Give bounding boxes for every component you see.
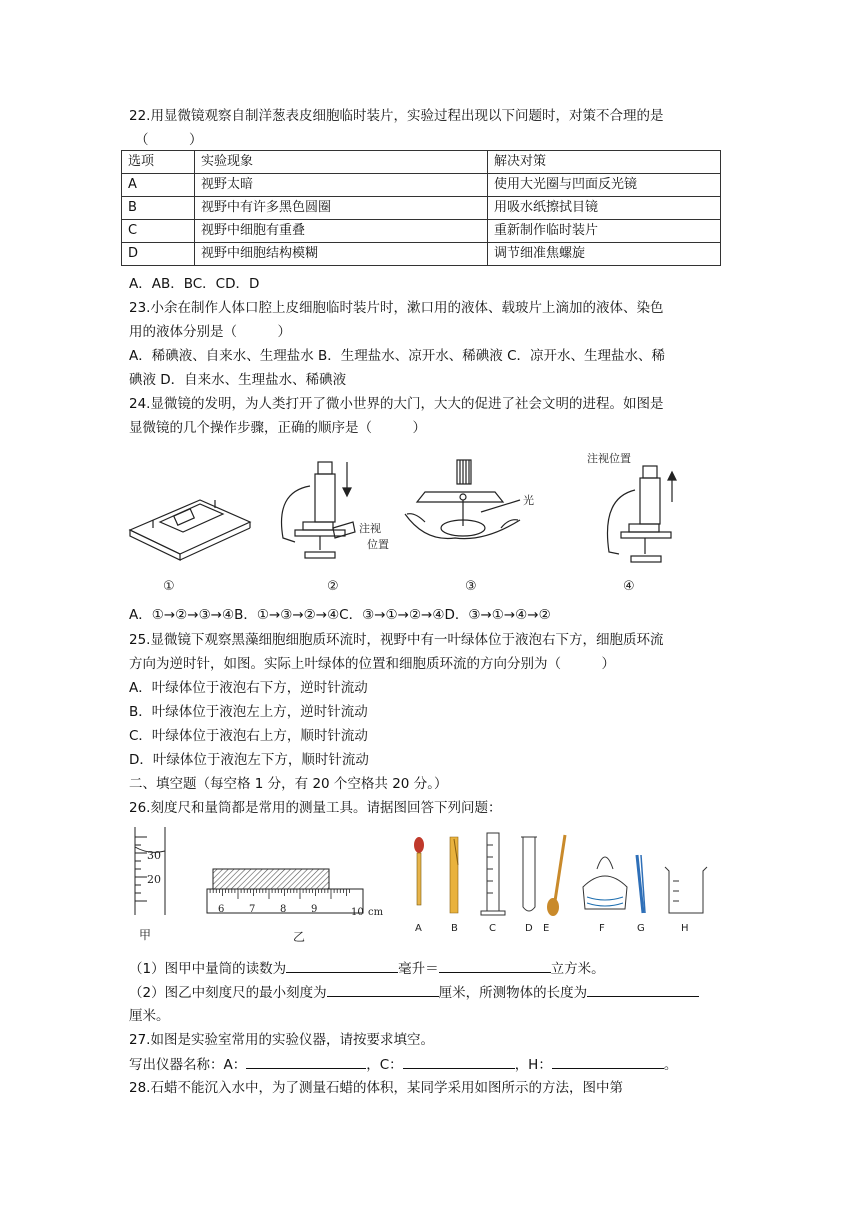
ruler-num-7: 7 <box>249 904 256 915</box>
table-header-cell: 选项 <box>122 151 195 174</box>
table-cell: A <box>122 174 195 197</box>
q25-option-a: A．叶绿体位于液泡右下方，逆时针流动 <box>129 680 368 696</box>
table-row <box>122 220 721 243</box>
inst-label-d: D <box>525 923 533 934</box>
figure-label-yi: 乙 <box>293 930 306 943</box>
q23-stem-cont: 用的液体分别是（ ） <box>129 324 291 340</box>
table-header-cell: 解决对策 <box>488 151 721 174</box>
q27-text-c: ，C： <box>366 1057 403 1073</box>
measuring-cylinder-icon <box>481 833 505 915</box>
q27-text-a: 写出仪器名称：A： <box>129 1057 247 1073</box>
ruler-ticks <box>207 889 350 899</box>
microscope-steps-figure <box>125 442 685 602</box>
q27-text-end: 。 <box>663 1057 678 1073</box>
q24-stem-cont: 显微镜的几个操作步骤，正确的顺序是（ ） <box>129 420 426 436</box>
q22-options: A．AB．BC．CD．D <box>129 276 260 292</box>
q27-text-h: ，H： <box>514 1057 552 1073</box>
q23-stem: 23.小余在制作人体口腔上皮细胞临时装片时，漱口用的液体、载玻片上滴加的液体、染色 <box>129 300 664 316</box>
q26-part2 <box>129 982 699 1003</box>
table-cell: B <box>122 197 195 220</box>
table-row <box>122 174 721 197</box>
dropper-icon <box>414 837 424 905</box>
step2-note-watch: 注视 <box>359 522 381 535</box>
answer-blank[interactable] <box>327 982 439 997</box>
table-header-row <box>122 151 721 174</box>
graduated-cylinder-scale <box>135 827 165 915</box>
tweezers-icon <box>637 855 645 913</box>
beaker-icon <box>665 867 707 913</box>
q25-option-d: D．叶绿体位于液泡左下方，顺时针流动 <box>129 752 369 768</box>
test-tube-icon <box>521 837 537 911</box>
step4-label: ④ <box>623 579 635 594</box>
q26-part1-text-a: （1）图甲中量筒的读数为 <box>129 961 287 977</box>
test-tube-clamp-icon <box>450 837 458 913</box>
figure-label-jia: 甲 <box>139 928 152 942</box>
q25-option-c: C．叶绿体位于液泡右上方，顺时针流动 <box>129 728 368 744</box>
step1-label: ① <box>163 579 175 594</box>
ruler-num-9: 9 <box>311 904 318 915</box>
ruler-unit: cm <box>368 907 384 918</box>
table-cell: C <box>122 220 195 243</box>
step2-lower-tube-image <box>282 462 355 558</box>
cylinder-tick-30: 30 <box>147 849 161 862</box>
q26-stem: 26.刻度尺和量筒都是常用的测量工具。请据图回答下列问题： <box>129 800 502 816</box>
answer-blank[interactable] <box>286 958 398 973</box>
q22-answer-paren: （ ） <box>135 132 203 148</box>
ruler-num-10: 10 <box>351 907 364 918</box>
step3-note-light: 光 <box>523 494 534 507</box>
inst-label-c: C <box>489 923 496 934</box>
step2-note-position: 位置 <box>367 538 389 551</box>
answer-blank[interactable] <box>403 1054 515 1069</box>
inst-label-a: A <box>415 923 422 934</box>
step1-slide-image <box>130 500 250 560</box>
section-heading: 二、填空题（每空格 1 分，有 20 个空格共 20 分。） <box>129 776 448 792</box>
q26-part1-text-c: 立方米。 <box>550 961 605 977</box>
q26-part1 <box>129 958 605 979</box>
q23-options: A．稀碘液、自来水、生理盐水 B．生理盐水、凉开水、稀碘液 C．凉开水、生理盐水、稀 <box>129 348 666 364</box>
inst-label-b: B <box>451 923 458 934</box>
step4-note-watch-position: 注视位置 <box>587 452 631 465</box>
inst-label-e: E <box>543 923 550 934</box>
measuring-tools-figure <box>125 825 715 943</box>
cylinder-tick-20: 20 <box>147 873 161 886</box>
q25-option-b: B．叶绿体位于液泡左上方，逆时针流动 <box>129 704 368 720</box>
step2-label: ② <box>327 579 339 594</box>
table-cell: D <box>122 243 195 266</box>
table-header-cell: 实验现象 <box>195 151 488 174</box>
q26-part1-text-b: 毫升＝ <box>398 961 439 977</box>
table-row <box>122 243 721 266</box>
q22-table <box>121 150 721 266</box>
answer-blank[interactable] <box>552 1054 664 1069</box>
table-row <box>122 197 721 220</box>
medicine-spoon-icon <box>547 835 565 916</box>
q25-stem: 25.显微镜下观察黑藻细胞细胞质环流时，视野中有一叶绿体位于液泡右下方，细胞质环流 <box>129 632 664 648</box>
table-cell: 视野中有许多黑色圆圈 <box>195 197 488 220</box>
q27-blanks <box>129 1054 677 1075</box>
table-cell: 视野中细胞有重叠 <box>195 220 488 243</box>
q24-options: A．①→②→③→④B．①→③→②→④C．③→①→②→④D．③→①→④→② <box>129 607 551 623</box>
inst-label-f: F <box>599 923 605 934</box>
inst-label-h: H <box>681 923 689 934</box>
q26-part2-end: 厘米。 <box>129 1008 170 1024</box>
ruler-num-6: 6 <box>218 904 225 915</box>
answer-blank[interactable] <box>587 982 699 997</box>
step4-raise-tube-image <box>607 466 676 562</box>
step3-label: ③ <box>465 579 477 594</box>
table-cell: 用吸水纸擦拭目镜 <box>488 197 721 220</box>
table-cell: 使用大光圈与凹面反光镜 <box>488 174 721 197</box>
q24-stem: 24.显微镜的发明，为人类打开了微小世界的大门，大大的促进了社会文明的进程。如图是 <box>129 396 664 412</box>
q22-stem: 22.用显微镜观察自制洋葱表皮细胞临时装片，实验过程出现以下问题时，对策不合理的是 <box>129 108 664 124</box>
q25-stem-cont: 方向为逆时针，如图。实际上叶绿体的位置和细胞质环流的方向分别为（ ） <box>129 656 615 672</box>
table-cell: 重新制作临时装片 <box>488 220 721 243</box>
table-cell: 视野中细胞结构模糊 <box>195 243 488 266</box>
q26-part2-text-a: （2）图乙中刻度尺的最小刻度为 <box>129 985 327 1001</box>
answer-blank[interactable] <box>246 1054 366 1069</box>
q23-options-cont: 碘液 D．自来水、生理盐水、稀碘液 <box>129 372 347 388</box>
alcohol-lamp-icon <box>583 857 627 909</box>
ruler-num-8: 8 <box>280 904 287 915</box>
q27-stem: 27.如图是实验室常用的实验仪器，请按要求填空。 <box>129 1032 434 1048</box>
answer-blank[interactable] <box>439 958 551 973</box>
q28-stem: 28.石蜡不能沉入水中，为了测量石蜡的体积，某同学采用如图所示的方法，图中第 <box>129 1080 623 1096</box>
table-cell: 调节细准焦螺旋 <box>488 243 721 266</box>
q26-part2-text-b: 厘米，所测物体的长度为 <box>438 985 588 1001</box>
inst-label-g: G <box>637 923 645 934</box>
step3-observe-image <box>405 460 520 539</box>
table-cell: 视野太暗 <box>195 174 488 197</box>
